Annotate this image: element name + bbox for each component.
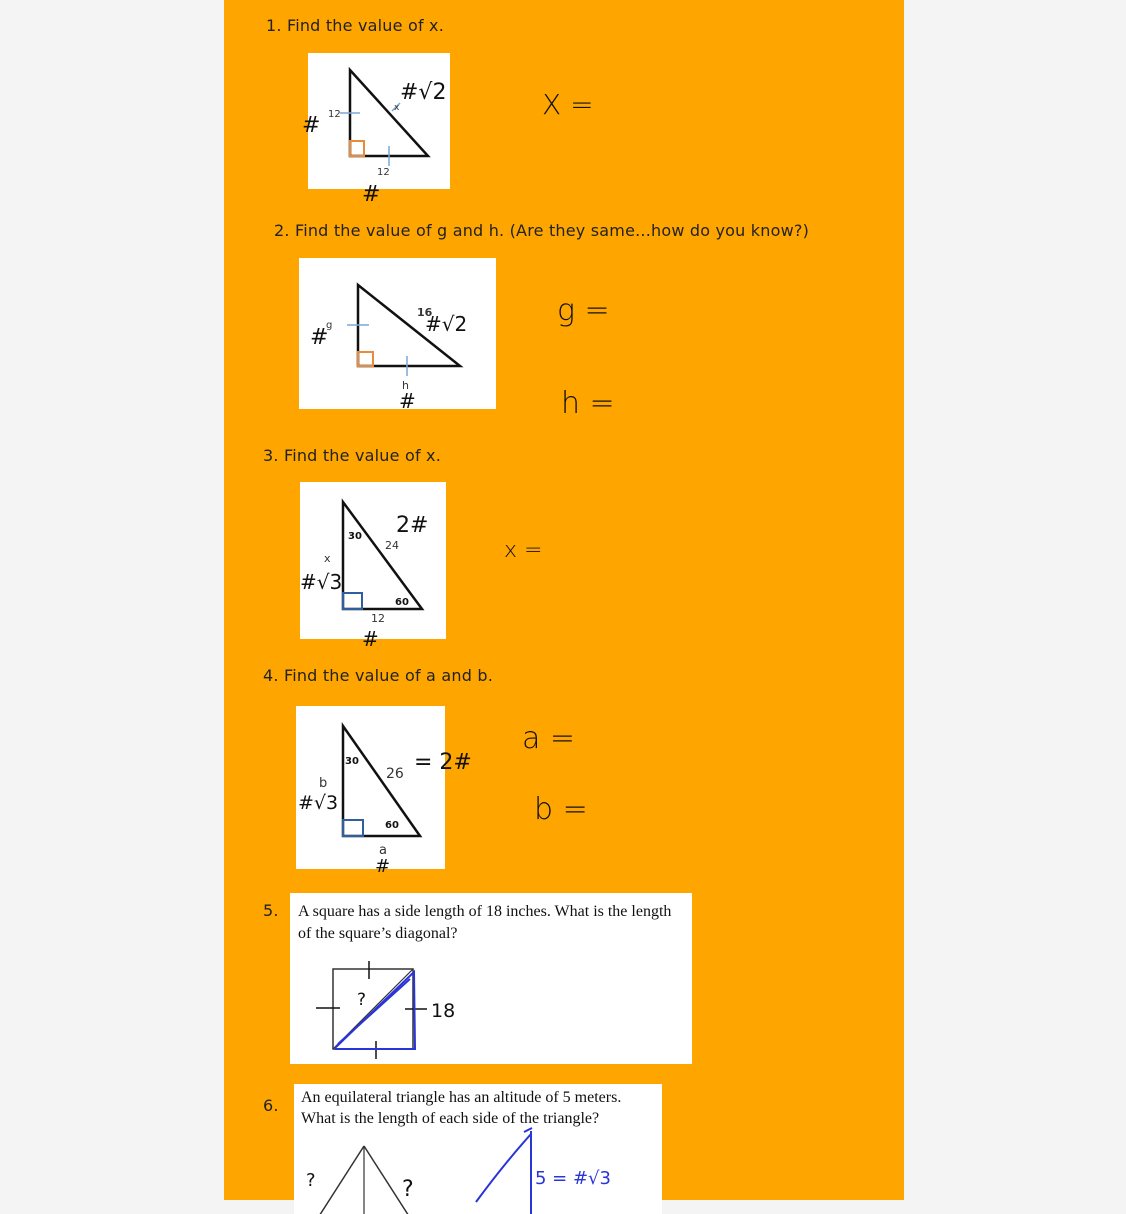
equilateral-triangle-diagram <box>294 1084 662 1214</box>
side-length-label: 18 <box>431 1000 456 1022</box>
question-1-text: 1. Find the value of x. <box>266 16 445 35</box>
question-3-figure <box>300 482 446 639</box>
angle-top-label: 30 <box>348 531 362 542</box>
side-question-right: ? <box>402 1177 414 1202</box>
leg-left-var: g <box>326 320 333 331</box>
leg-bottom-label: 12 <box>371 612 385 625</box>
note-left-hash-root3-4: #√3 <box>298 792 339 814</box>
question-5-text: A square has a side length of 18 inches. What is the length of the square’s diagonal? <box>298 903 672 942</box>
question-1-figure <box>308 53 450 189</box>
note-hyp-hash-root2-2: #√2 <box>425 312 468 336</box>
worksheet-page <box>224 0 904 1200</box>
hypotenuse-label: 16 <box>417 306 433 319</box>
leg-bottom-var: a <box>379 843 387 858</box>
hypotenuse-label: 26 <box>386 766 404 782</box>
leg-left-label: 12 <box>328 109 341 120</box>
note-hyp-equals-2hash: = 2# <box>414 750 472 775</box>
angle-bottom-label: 60 <box>395 597 409 608</box>
note-bottom-hash-2: # <box>399 389 416 413</box>
question-3-text: 3. Find the value of x. <box>263 446 442 465</box>
note-bottom-hash-3: # <box>362 627 379 651</box>
question-5-number: 5. <box>263 901 279 920</box>
question-6-text: An equilateral triangle has an altitude of 5 meters. What is the length of each side of the triangle? <box>301 1089 622 1127</box>
leg-left-var: x <box>324 552 331 565</box>
note-left-hash-2: # <box>310 325 329 350</box>
note-left-hash: # <box>302 113 321 138</box>
triangle-4-diagram <box>296 706 445 869</box>
answer-b-label: b = <box>534 792 588 827</box>
note-bottom-hash: # <box>362 182 381 207</box>
note-hyp-2hash: 2# <box>396 513 429 538</box>
question-2-text: 2. Find the value of g and h. (Are they same...how do you know?) <box>274 221 810 240</box>
question-6-card <box>294 1084 662 1214</box>
side-question-left: ? <box>306 1170 316 1191</box>
question-4-text: 4. Find the value of a and b. <box>263 666 493 685</box>
leg-bottom-var: h <box>402 379 409 392</box>
question-5-card <box>290 893 692 1064</box>
answer-g-label: g = <box>557 293 610 328</box>
leg-left-var: b <box>319 776 328 791</box>
note-hyp-hash-root2: #√2 <box>400 80 447 105</box>
square-diagram <box>290 893 692 1064</box>
angle-bottom-label: 60 <box>385 820 399 831</box>
diagonal-question: ? <box>357 990 367 1010</box>
answer-x-label-3: x = <box>504 538 543 563</box>
leg-bottom-label: 12 <box>377 167 390 178</box>
hypotenuse-label: 24 <box>385 539 399 552</box>
note-bottom-hash-4: # <box>375 856 391 877</box>
triangle-1-diagram <box>308 53 450 189</box>
angle-top-label: 30 <box>345 756 359 767</box>
question-4-figure <box>296 706 445 869</box>
hypotenuse-var: x <box>394 103 400 113</box>
answer-h-label: h = <box>561 386 615 421</box>
answer-x-label: X = <box>542 88 594 121</box>
triangle-3-diagram <box>300 482 446 639</box>
note-left-hash-root3: #√3 <box>300 570 343 594</box>
answer-a-label: a = <box>522 721 576 756</box>
altitude-note: 5 = #√3 <box>535 1168 611 1189</box>
question-6-number: 6. <box>263 1096 279 1115</box>
